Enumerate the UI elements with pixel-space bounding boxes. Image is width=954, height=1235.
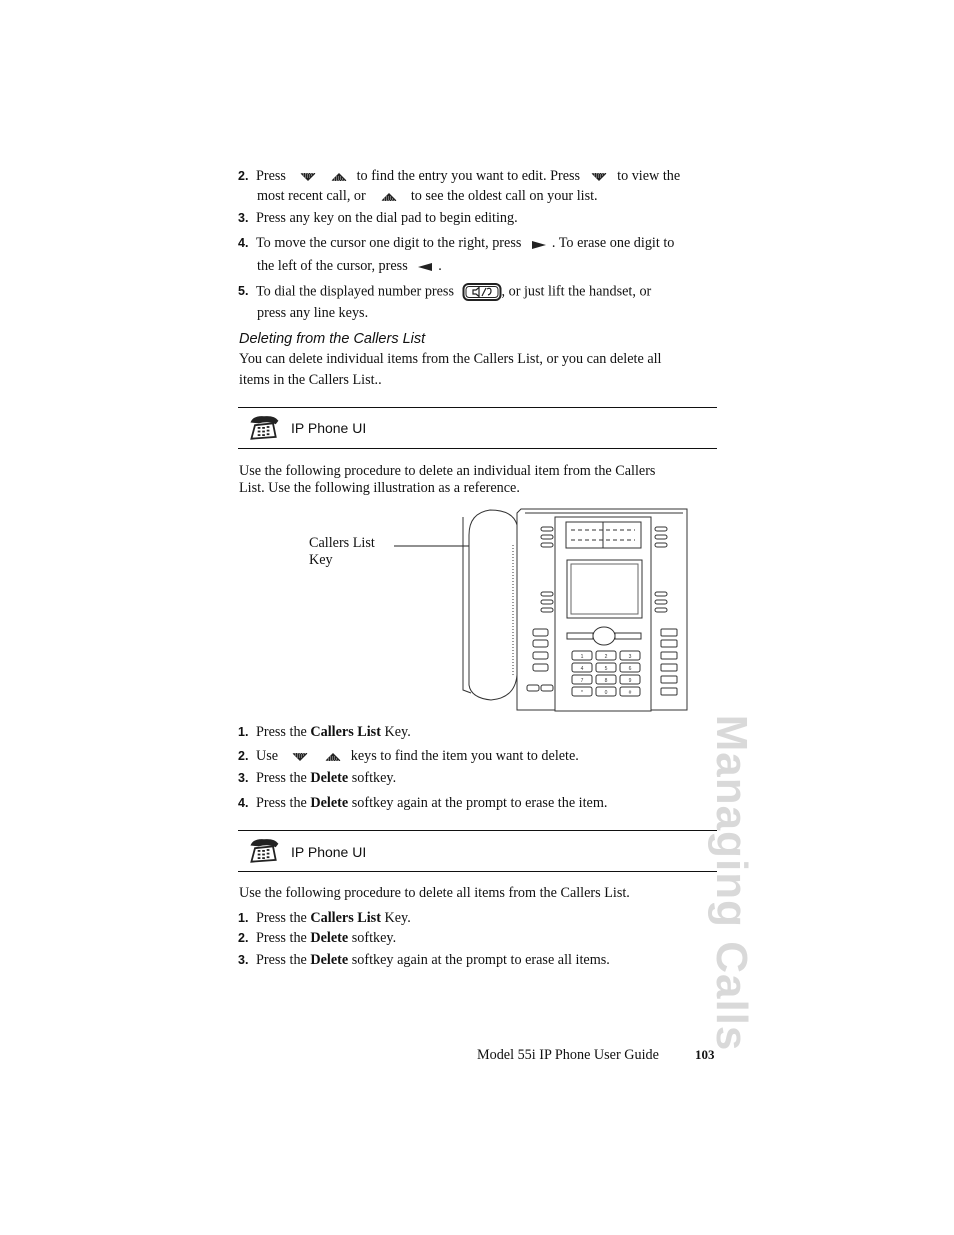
down-arrow-icon [589,171,609,183]
callout-label-1: Callers List [309,535,375,551]
keypad-key-label: 4 [580,666,584,672]
step-2-edit [238,167,248,185]
ip-phone-icon [246,413,282,441]
step-4-edit: 4. [238,236,249,250]
callout-label-2: Key [309,552,333,568]
banner2-label: IP Phone UI [291,844,367,860]
proc2-line1: Use the following procedure to delete all items from the Callers List. [239,885,630,901]
del-all-step-2-text: Press the Delete softkey. [256,930,397,946]
left-arrow-icon [416,261,434,273]
down-arrow-icon [298,171,318,183]
step-5-line1: To dial the displayed number press , or just lift the handset, or [256,282,651,302]
banner-top-rule [238,407,717,408]
keypad-key-label: 7 [580,678,584,684]
keypad-key-label: 2 [604,654,608,660]
keypad-key-label: 5 [604,666,608,672]
step-4-line1: To move the cursor one digit to the right, press . To erase one digit to [256,235,675,251]
step-2-line1: Press to find the entry you want to edit. Press to view the [256,168,681,184]
ip-phone-icon [246,836,282,864]
del1-step-3-text: Press the Delete softkey. [256,770,397,786]
up-arrow-icon [329,171,349,183]
banner2-top-rule [238,830,717,831]
del-all-step-3-text: Press the Delete softkey again at the prompt to erase all items. [256,952,610,968]
step-number: 2. [238,169,249,183]
step-3-text: Press any key on the dial pad to begin editing. [256,210,518,226]
intro-line2: items in the Callers List.. [239,372,382,388]
del1-step-1-text: Press the Callers List Key. [256,724,411,740]
del1-step-2: 2. [238,749,249,763]
up-arrow-icon [323,751,343,763]
footer-title: Model 55i IP Phone User Guide [477,1047,659,1063]
proc1-line1: Use the following procedure to delete an individual item from the Callers [239,463,656,479]
section-heading: Deleting from the Callers List [239,331,426,347]
step-5-line2: press any line keys. [257,305,369,321]
del-all-step-1-text: Press the Callers List Key. [256,910,411,926]
keypad-key-label: * [581,690,583,696]
keypad-key-label: # [628,690,632,696]
del1-step-4: 4. [238,796,249,810]
phone-illustration [455,505,695,715]
intro-line1: You can delete individual items from the Callers List, or you can delete all [239,351,662,367]
chapter-title: Managing Calls [707,714,756,1052]
chapter-sidebar [701,714,761,1052]
step-4-line2: the left of the cursor, press . [257,258,442,274]
keypad-key-label: 3 [628,654,632,660]
step-2-line2: most recent call, or to see the oldest call on your list. [257,188,598,204]
banner2-bottom-rule [238,871,717,872]
banner-bottom-rule [238,448,717,449]
keypad-key-label: 8 [604,678,608,684]
del-all-step-1: 1. [238,911,249,925]
proc1-line2: List. Use the following illustration as a reference. [239,480,520,496]
down-arrow-icon [290,751,310,763]
right-arrow-icon [530,238,548,250]
page-number: 103 [695,1047,715,1062]
keypad-key-label: 9 [628,678,632,684]
banner-label: IP Phone UI [291,420,367,436]
del-all-step-3: 3. [238,953,249,967]
keypad-key-label: 0 [604,690,608,696]
del1-step-3: 3. [238,771,249,785]
keypad-key-label: 6 [628,666,632,672]
handsfree-speaker-icon [462,282,502,302]
step-3-edit: 3. [238,211,249,225]
keypad-key-label: 1 [580,654,584,660]
del-all-step-2: 2. [238,931,249,945]
del1-step-2-text: Use keys to find the item you want to delete. [256,748,579,764]
up-arrow-icon [379,191,399,203]
del1-step-1: 1. [238,725,249,739]
del1-step-4-text: Press the Delete softkey again at the prompt to erase the item. [256,795,608,811]
step-5-edit: 5. [238,284,249,298]
nav-cluster [593,627,615,645]
